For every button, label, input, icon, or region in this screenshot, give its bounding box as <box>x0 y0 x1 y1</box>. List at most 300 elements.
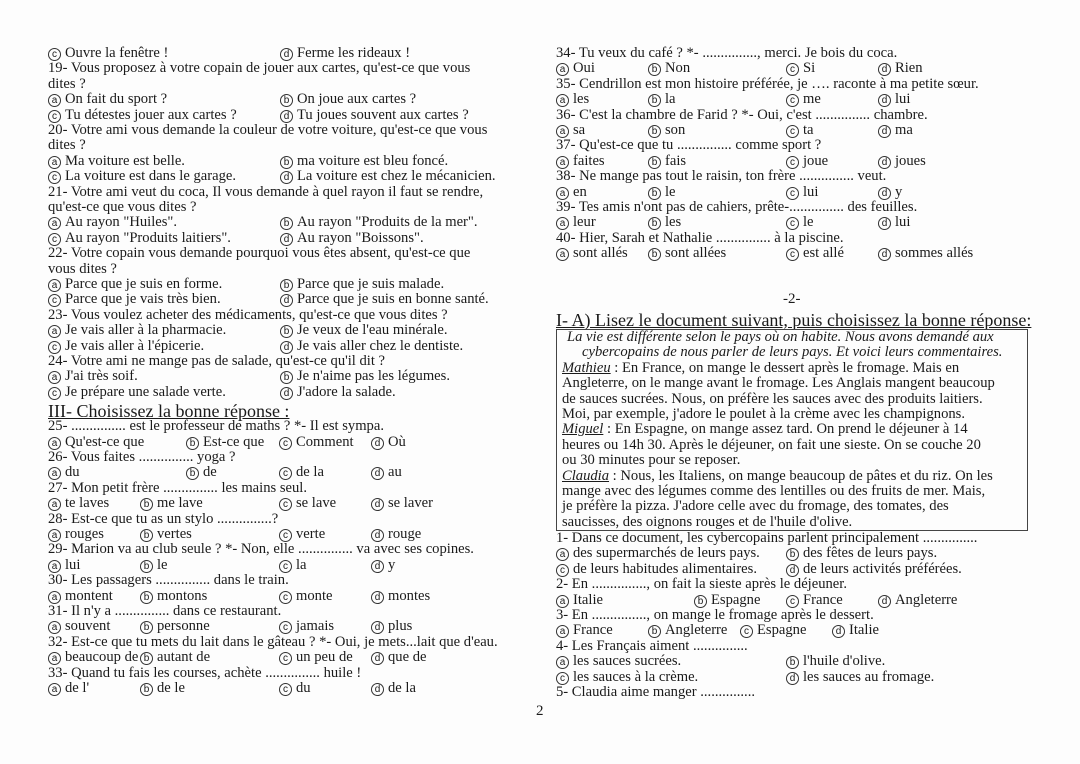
option-text: Tu détestes jouer aux cartes ? <box>65 106 237 123</box>
q31-option-c[interactable] <box>279 619 334 634</box>
q22-option-b[interactable] <box>280 277 444 292</box>
option-marker-b-icon: b <box>648 625 661 638</box>
option-marker-b-icon: b <box>648 248 661 261</box>
option-marker-c-icon: c <box>556 564 569 577</box>
q39-option-d[interactable] <box>878 215 910 230</box>
option-marker-c-icon: c <box>556 672 569 685</box>
option-text: au <box>388 464 402 481</box>
option-marker-d-icon: d <box>786 564 799 577</box>
q23-option-d[interactable] <box>280 339 463 354</box>
option-marker-b-icon: b <box>280 325 293 338</box>
option-text: y <box>895 183 903 200</box>
option-marker-a-icon: a <box>556 125 569 138</box>
q21-option-d[interactable] <box>280 231 424 246</box>
q37-option-b[interactable] <box>648 154 686 169</box>
q39-option-b[interactable] <box>648 215 681 230</box>
option-marker-d-icon: d <box>280 387 293 400</box>
option-text: montons <box>157 587 208 604</box>
q37-option-d[interactable] <box>878 154 926 169</box>
option-text: Italie <box>849 622 879 639</box>
q25-option-d[interactable] <box>371 435 406 450</box>
option-text: l'huile d'olive. <box>803 653 886 670</box>
option-text: ma <box>895 122 913 138</box>
option-text: Non <box>665 60 691 77</box>
q32-option-c[interactable] <box>279 650 353 665</box>
option-marker-d-icon: d <box>878 248 891 261</box>
q19-option-c[interactable] <box>48 108 237 123</box>
option-text: Je prépare une salade verte. <box>65 383 226 400</box>
q26-option-d[interactable] <box>371 465 402 480</box>
option-text: Oui <box>573 60 595 77</box>
option-marker-a-icon: a <box>48 325 61 338</box>
option-text: de la <box>388 680 416 696</box>
option-text: le <box>157 556 168 573</box>
option-text: les sauces à la crème. <box>573 668 699 685</box>
option-marker-d-icon: d <box>280 171 293 184</box>
option-text: France <box>803 591 843 608</box>
option-marker-b-icon: b <box>140 621 153 634</box>
r1-option-b[interactable] <box>786 546 937 561</box>
q28-option-c[interactable] <box>279 527 325 542</box>
q20-question-cont: dites ? <box>48 137 86 154</box>
option-marker-d-icon: d <box>371 529 384 542</box>
page-number: 2 <box>536 703 544 719</box>
option-marker-a-icon: a <box>556 595 569 608</box>
option-text: Au rayon "Produits de la mer". <box>297 214 478 231</box>
q20-question: 20- Votre ami vous demande la couleur de votre voiture, qu'est-ce que vous <box>48 122 488 138</box>
q36-question: 36- C'est la chambre de Farid ? *- Oui, c'est ............... chambre. <box>556 106 928 123</box>
option-marker-d-icon: d <box>371 591 384 604</box>
q30-question: 30- Les passagers ............... dans le train. <box>48 572 289 589</box>
q28-option-b[interactable] <box>140 527 192 542</box>
q34-option-c[interactable] <box>786 61 815 76</box>
option-marker-c-icon: c <box>786 94 799 107</box>
option-marker-a-icon: a <box>556 217 569 230</box>
option-marker-b-icon: b <box>140 498 153 511</box>
option-marker-c-icon: c <box>279 683 292 696</box>
q34-option-b[interactable] <box>648 61 690 76</box>
option-marker-b-icon: b <box>140 683 153 696</box>
r3-option-a[interactable] <box>556 623 613 638</box>
option-marker-b-icon: b <box>648 217 661 230</box>
miguel-paragraph <box>562 422 968 437</box>
passage-intro: La vie est différente selon le pays où on habite. Nous avons demandé aux <box>567 329 994 345</box>
r4-option-c[interactable] <box>556 670 698 685</box>
option-text: les sauces sucrées. <box>573 653 682 670</box>
option-marker-a-icon: a <box>48 467 61 480</box>
option-marker-b-icon: b <box>694 595 707 608</box>
option-marker-d-icon: d <box>371 683 384 696</box>
option-text: Où <box>388 433 406 450</box>
q22-question: 22- Votre copain vous demande pourquoi vous êtes absent, qu'est-ce que <box>48 245 471 262</box>
q33-option-a[interactable] <box>48 681 89 696</box>
q21-option-c[interactable] <box>48 231 231 246</box>
q26-option-a[interactable] <box>48 465 80 480</box>
option-text: en <box>573 183 587 200</box>
option-text: leur <box>573 214 596 231</box>
q20-option-a[interactable] <box>48 154 185 169</box>
option-marker-c-icon: c <box>279 498 292 511</box>
q31-option-d[interactable] <box>371 619 412 634</box>
q35-question: 35- Cendrillon est mon histoire préférée, je …. raconte à ma petite sœur. <box>556 75 979 92</box>
option-text: sommes allés <box>895 245 974 262</box>
option-marker-c-icon: c <box>786 595 799 608</box>
option-marker-a-icon: a <box>48 156 61 169</box>
passage-line: mange avec des légumes comme des lentilles ou des fruits de mer. Mais, <box>562 483 986 499</box>
q32-option-b[interactable] <box>140 650 210 665</box>
q18-option-d[interactable] <box>280 46 410 61</box>
option-marker-b-icon: b <box>280 371 293 384</box>
q29-option-c[interactable] <box>279 558 307 573</box>
r1-option-d[interactable] <box>786 562 962 577</box>
option-marker-b-icon: b <box>140 652 153 665</box>
option-text: fais <box>665 152 687 169</box>
q27-option-a[interactable] <box>48 496 109 511</box>
q37-option-c[interactable] <box>786 154 828 169</box>
passage-intro-cont: cybercopains de nous parler de leurs pays. Et voici leurs commentaires. <box>582 344 1003 361</box>
passage-line: Moi, par exemple, j'adore le poulet à la crème avec les champignons. <box>562 406 965 422</box>
option-marker-c-icon: c <box>279 467 292 480</box>
q35-option-b[interactable] <box>648 92 676 107</box>
q33-option-d[interactable] <box>371 681 416 696</box>
r1-option-a[interactable] <box>556 546 760 561</box>
q31-option-a[interactable] <box>48 619 110 634</box>
option-marker-b-icon: b <box>186 467 199 480</box>
q34-option-d[interactable] <box>878 61 923 76</box>
q36-option-c[interactable] <box>786 123 814 138</box>
option-marker-b-icon: b <box>648 156 661 169</box>
r3-option-d[interactable] <box>832 623 879 638</box>
q38-option-d[interactable] <box>878 185 902 200</box>
option-marker-c-icon: c <box>279 437 292 450</box>
option-marker-b-icon: b <box>648 125 661 138</box>
mathieu-name: Mathieu <box>562 359 611 376</box>
option-marker-c-icon: c <box>48 171 61 184</box>
option-text: Je vais aller chez le dentiste. <box>297 337 464 354</box>
q25-option-a[interactable] <box>48 435 144 450</box>
option-text: son <box>665 122 686 138</box>
q37-question: 37- Qu'est-ce que tu ............... comme sport ? <box>556 137 822 154</box>
option-text: est allé <box>803 245 844 262</box>
option-text: Espagne <box>757 622 807 639</box>
q22-option-d[interactable] <box>280 292 489 307</box>
passage-line: de sauces sucrées. Nous, on préfère les sauces avec des produits laitiers. <box>562 390 983 407</box>
option-text: Italie <box>573 591 603 608</box>
q32-question: 32- Est-ce que tu mets du lait dans le gâteau ? *- Oui, je mets...lait que d'eau. <box>48 633 498 650</box>
q36-option-d[interactable] <box>878 123 913 138</box>
q35-option-d[interactable] <box>878 92 910 107</box>
option-marker-b-icon: b <box>648 187 661 200</box>
option-marker-b-icon: b <box>280 156 293 169</box>
q21-question: 21- Votre ami veut du coca, Il vous demande à quel rayon il faut se rendre, <box>48 183 484 200</box>
option-text: Au rayon "Produits laitiers". <box>65 229 231 246</box>
option-text: plus <box>388 618 413 635</box>
option-text: y <box>388 556 396 573</box>
option-marker-d-icon: d <box>280 48 293 61</box>
q29-question: 29- Marion va au club seule ? *- Non, elle ............... va avec ses copines. <box>48 541 474 558</box>
option-text: de leurs activités préférées. <box>803 560 962 577</box>
option-marker-d-icon: d <box>371 560 384 573</box>
mathieu-paragraph <box>562 361 959 376</box>
option-text: Espagne <box>711 591 761 608</box>
option-text: Angleterre <box>895 591 958 608</box>
option-marker-d-icon: d <box>371 652 384 665</box>
option-marker-c-icon: c <box>279 652 292 665</box>
option-marker-c-icon: c <box>786 125 799 138</box>
option-marker-d-icon: d <box>878 125 891 138</box>
q22-option-a[interactable] <box>48 277 222 292</box>
option-marker-b-icon: b <box>140 560 153 573</box>
part-number: -2- <box>783 291 801 307</box>
q28-option-a[interactable] <box>48 527 104 542</box>
option-marker-c-icon: c <box>786 187 799 200</box>
option-text: rouges <box>65 526 104 542</box>
q25-option-c[interactable] <box>279 435 354 450</box>
q22-option-c[interactable] <box>48 292 221 307</box>
q37-option-a[interactable] <box>556 154 605 169</box>
option-text: de <box>203 464 217 481</box>
r4-option-b[interactable] <box>786 654 885 669</box>
q19-question-cont: dites ? <box>48 75 86 92</box>
option-marker-c-icon: c <box>279 591 292 604</box>
q29-option-d[interactable] <box>371 558 395 573</box>
passage-line: saucisses, des oignons rouges et de l'huile d'olive. <box>562 513 853 530</box>
option-marker-c-icon: c <box>279 529 292 542</box>
option-marker-c-icon: c <box>279 621 292 634</box>
option-text: autant de <box>157 649 211 666</box>
q35-option-a[interactable] <box>556 92 589 107</box>
option-marker-d-icon: d <box>832 625 845 638</box>
r2-option-c[interactable] <box>786 593 843 608</box>
q20-option-c[interactable] <box>48 169 236 184</box>
option-text: Je vais aller à la pharmacie. <box>65 322 227 339</box>
option-marker-c-icon: c <box>740 625 753 638</box>
option-text: Est-ce que <box>203 433 265 450</box>
q19-question: 19- Vous proposez à votre copain de jouer aux cartes, qu'est-ce que vous <box>48 60 471 77</box>
option-text: les sauces au fromage. <box>803 668 935 685</box>
q32-option-a[interactable] <box>48 650 138 665</box>
q30-option-b[interactable] <box>140 589 207 604</box>
q23-option-b[interactable] <box>280 323 448 338</box>
option-marker-b-icon: b <box>280 94 293 107</box>
q18-option-c[interactable] <box>48 46 168 61</box>
q20-option-d[interactable] <box>280 169 496 184</box>
q33-option-b[interactable] <box>140 681 185 696</box>
r1-option-c[interactable] <box>556 562 757 577</box>
option-marker-c-icon: c <box>48 387 61 400</box>
option-text: personne <box>157 618 210 635</box>
option-text: monte <box>296 587 333 604</box>
r1-question: 1- Dans ce document, les cybercopains parlent principalement ............... <box>556 530 978 546</box>
option-text: vertes <box>157 526 192 542</box>
option-text: un peu de <box>296 649 353 666</box>
q26-option-c[interactable] <box>279 465 324 480</box>
option-text: Si <box>803 60 816 77</box>
q21-option-a[interactable] <box>48 215 177 230</box>
q24-option-b[interactable] <box>280 369 450 384</box>
option-text: Comment <box>296 433 354 450</box>
option-marker-d-icon: d <box>371 621 384 634</box>
q24-option-d[interactable] <box>280 385 396 400</box>
option-text: des fêtes de leurs pays. <box>803 545 938 562</box>
q39-option-c[interactable] <box>786 215 814 230</box>
q36-option-b[interactable] <box>648 123 685 138</box>
q19-option-d[interactable] <box>280 108 469 123</box>
q25-option-b[interactable] <box>186 435 264 450</box>
r3-question: 3- En ..............., on mange le fromage après le dessert. <box>556 607 874 623</box>
option-marker-a-icon: a <box>556 63 569 76</box>
q38-option-c[interactable] <box>786 185 818 200</box>
q40-option-b[interactable] <box>648 246 726 261</box>
q30-option-a[interactable] <box>48 589 113 604</box>
q30-option-c[interactable] <box>279 589 332 604</box>
option-text: lui <box>895 91 911 108</box>
q35-option-c[interactable] <box>786 92 821 107</box>
option-marker-a-icon: a <box>48 217 61 230</box>
q36-option-a[interactable] <box>556 123 585 138</box>
option-text: J'ai très soif. <box>65 368 138 385</box>
q24-option-c[interactable] <box>48 385 226 400</box>
q26-option-b[interactable] <box>186 465 217 480</box>
q21-option-b[interactable] <box>280 215 478 230</box>
option-marker-b-icon: b <box>648 63 661 76</box>
q40-option-d[interactable] <box>878 246 973 261</box>
option-marker-a-icon: a <box>48 621 61 634</box>
q40-option-a[interactable] <box>556 246 628 261</box>
option-text: Je veux de l'eau minérale. <box>297 322 448 339</box>
q33-question: 33- Quand tu fais les courses, achète ............... huile ! <box>48 664 362 681</box>
q27-option-d[interactable] <box>371 496 433 511</box>
passage-line: heures ou 14h 30. Après le déjeuner, on fait une sieste. On se couche 20 <box>562 436 981 453</box>
option-text: Ferme les rideaux ! <box>297 45 411 61</box>
q28-question: 28- Est-ce que tu as un stylo ...............? <box>48 510 279 527</box>
r2-question: 2- En ..............., on fait la sieste après le déjeuner. <box>556 576 847 593</box>
option-marker-a-icon: a <box>48 498 61 511</box>
option-text: Ma voiture est belle. <box>65 152 185 169</box>
r4-option-d[interactable] <box>786 670 934 685</box>
miguel-text: : En Espagne, on mange assez tard. On prend le déjeuner à 14 <box>603 421 968 438</box>
option-text: sont allées <box>665 245 727 262</box>
q23-option-a[interactable] <box>48 323 226 338</box>
q26-question: 26- Vous faites ............... yoga ? <box>48 449 236 465</box>
option-text: le <box>803 214 814 231</box>
option-text: me lave <box>157 495 203 512</box>
q38-option-b[interactable] <box>648 185 676 200</box>
section-3-title: III- Choisissez la bonne réponse : <box>48 401 290 422</box>
q31-option-b[interactable] <box>140 619 210 634</box>
option-text: Rien <box>895 60 923 77</box>
q30-option-d[interactable] <box>371 589 430 604</box>
option-marker-a-icon: a <box>556 156 569 169</box>
q29-option-a[interactable] <box>48 558 80 573</box>
r3-option-c[interactable] <box>740 623 806 638</box>
q34-option-a[interactable] <box>556 61 595 76</box>
option-marker-c-icon: c <box>48 341 61 354</box>
option-marker-a-icon: a <box>556 248 569 261</box>
option-marker-c-icon: c <box>48 294 61 307</box>
option-marker-b-icon: b <box>786 548 799 561</box>
option-text: ma voiture est bleu foncé. <box>297 152 449 169</box>
q19-option-a[interactable] <box>48 92 167 107</box>
option-marker-d-icon: d <box>878 63 891 76</box>
r2-option-b[interactable] <box>694 593 760 608</box>
option-marker-d-icon: d <box>371 498 384 511</box>
option-text: des supermarchés de leurs pays. <box>573 545 760 562</box>
q23-option-c[interactable] <box>48 339 204 354</box>
r2-option-d[interactable] <box>878 593 957 608</box>
option-text: te laves <box>65 495 110 512</box>
option-marker-b-icon: b <box>140 529 153 542</box>
option-text: Parce que je suis en bonne santé. <box>297 291 489 308</box>
option-text: Ouvre la fenêtre ! <box>65 45 169 61</box>
option-text: de leurs habitudes alimentaires. <box>573 560 757 577</box>
q24-question: 24- Votre ami ne mange pas de salade, qu'est-ce qu'il dit ? <box>48 353 386 369</box>
q19-option-b[interactable] <box>280 92 416 107</box>
r3-option-b[interactable] <box>648 623 727 638</box>
option-marker-a-icon: a <box>48 437 61 450</box>
option-text: rouge <box>388 526 422 542</box>
option-text: lui <box>803 183 819 200</box>
q22-question-cont: vous dites ? <box>48 260 117 277</box>
option-marker-a-icon: a <box>48 683 61 696</box>
option-text: Parce que je suis en forme. <box>65 276 223 292</box>
option-text: France <box>573 622 613 639</box>
q27-option-b[interactable] <box>140 496 203 511</box>
option-text: faites <box>573 152 605 169</box>
option-marker-c-icon: c <box>786 248 799 261</box>
option-text: jamais <box>296 618 335 635</box>
option-marker-d-icon: d <box>280 341 293 354</box>
q32-option-d[interactable] <box>371 650 427 665</box>
option-marker-a-icon: a <box>48 371 61 384</box>
q40-option-c[interactable] <box>786 246 844 261</box>
option-marker-a-icon: a <box>48 279 61 292</box>
q20-option-b[interactable] <box>280 154 448 169</box>
option-text: de le <box>157 680 185 696</box>
option-text: le <box>665 183 676 200</box>
claudia-paragraph <box>562 469 993 484</box>
r2-option-a[interactable] <box>556 593 603 608</box>
option-marker-a-icon: a <box>556 94 569 107</box>
q28-option-d[interactable] <box>371 527 421 542</box>
option-marker-c-icon: c <box>48 48 61 61</box>
r4-question: 4- Les Français aiment ............... <box>556 637 748 654</box>
claudia-name: Claudia <box>562 467 610 484</box>
q27-option-c[interactable] <box>279 496 336 511</box>
q33-option-c[interactable] <box>279 681 311 696</box>
option-marker-a-icon: a <box>48 652 61 665</box>
r4-option-a[interactable] <box>556 654 681 669</box>
q24-option-a[interactable] <box>48 369 138 384</box>
q40-question: 40- Hier, Sarah et Nathalie ............... à la piscine. <box>556 229 844 246</box>
q38-option-a[interactable] <box>556 185 587 200</box>
q21-question-cont: qu'est-ce que vous dites ? <box>48 199 197 215</box>
option-marker-d-icon: d <box>878 187 891 200</box>
q29-option-b[interactable] <box>140 558 168 573</box>
option-text: Parce que je vais très bien. <box>65 291 221 308</box>
q23-question: 23- Vous voulez acheter des médicaments, qu'est-ce que vous dites ? <box>48 306 448 323</box>
q39-option-a[interactable] <box>556 215 596 230</box>
option-marker-a-icon: a <box>556 656 569 669</box>
q27-question: 27- Mon petit frère ............... les mains seul. <box>48 479 307 496</box>
option-marker-b-icon: b <box>648 94 661 107</box>
option-text: joue <box>803 152 829 169</box>
option-marker-b-icon: b <box>280 217 293 230</box>
option-marker-a-icon: a <box>556 548 569 561</box>
option-text: souvent <box>65 618 111 635</box>
option-text: Au rayon "Huiles". <box>65 214 178 231</box>
option-text: montes <box>388 587 431 604</box>
